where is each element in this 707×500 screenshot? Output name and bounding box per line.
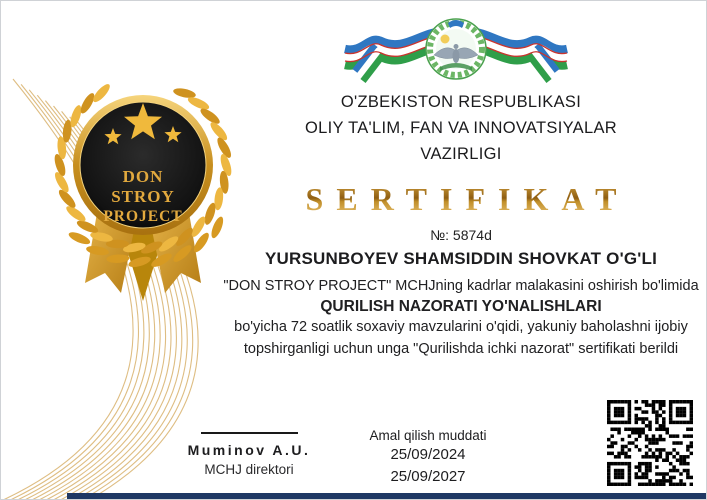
body-line-4: topshirganligi uchun unga "Qurilishda ichki nazorat" sertifikati berildi (243, 341, 679, 357)
validity-label: Amal qilish muddati (369, 428, 487, 443)
medal-text-line1: DON (122, 167, 164, 186)
body-line-3: bo'yicha 72 soatlik soxaviy mavzularini o'qidi, yakuniy baholashni ijobiy (234, 319, 688, 335)
certificate-title: SERTIFIKAT (214, 181, 707, 218)
uzbekistan-emblem-icon (426, 19, 486, 79)
validity-end-date: 25/09/2027 (390, 468, 466, 485)
country-name: O'ZBEKISTON RESPUBLIKASI (340, 93, 582, 111)
medal-text-line2: STROY (111, 187, 175, 206)
ministry-name-line1: OLIY TA'LIM, FAN VA INNOVATSIYALAR (305, 119, 617, 137)
signature-line (201, 432, 298, 434)
medal-text-line3: PROJECT (103, 208, 183, 225)
qr-code (607, 400, 693, 486)
uzbekistan-flag-ribbon (335, 9, 577, 89)
director-name: Muminov A.U. (187, 442, 311, 458)
don-stroy-project-medal (73, 95, 213, 235)
ministry-name-line2: VAZIRLIGI (420, 145, 502, 163)
footer-bar (67, 493, 707, 500)
validity-start-date: 25/09/2024 (390, 446, 466, 463)
ministry-header (214, 89, 707, 167)
body-line-2: QURILISH NAZORATI YO'NALISHLARI (320, 298, 602, 315)
body-line-1: "DON STROY PROJECT" MCHJning kadrlar malakasini oshirish bo'limida (223, 278, 699, 294)
recipient-name: YURSUNBOYEV SHAMSIDDIN SHOVKAT O'G'LI (264, 249, 658, 268)
certificate-number: №: 5874d (430, 227, 492, 243)
director-role: MCHJ direktori (204, 462, 294, 477)
